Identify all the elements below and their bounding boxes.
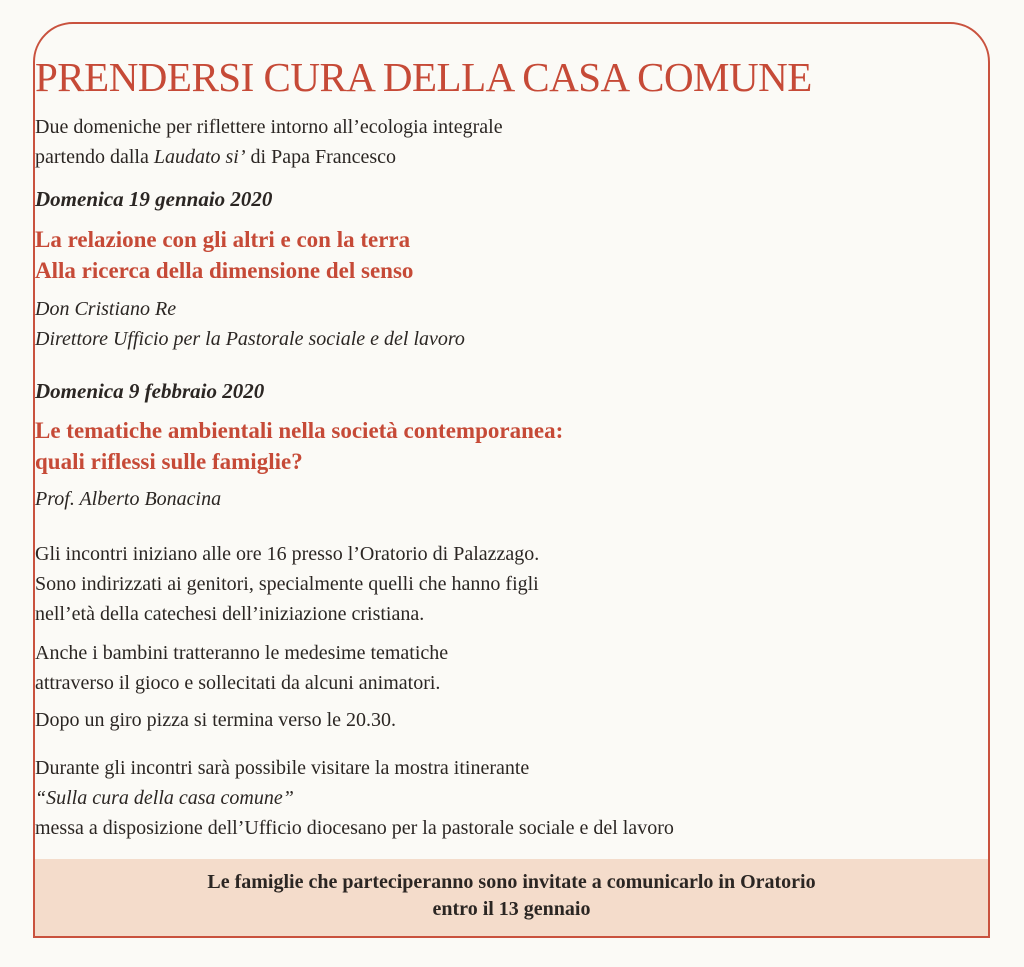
flyer-subtitle bbox=[35, 112, 988, 172]
event1-speaker: Don Cristiano Re bbox=[35, 298, 177, 320]
flyer-frame bbox=[33, 22, 990, 938]
event2-date: Domenica 9 febbraio 2020 bbox=[35, 379, 265, 403]
event1-speaker-block bbox=[35, 294, 988, 354]
subtitle-line-2 bbox=[35, 142, 988, 172]
event1-date: Domenica 19 gennaio 2020 bbox=[35, 187, 273, 211]
footer-banner bbox=[35, 859, 988, 936]
event2-title bbox=[35, 415, 988, 477]
flyer-title: PRENDERSI CURA DELLA CASA COMUNE bbox=[35, 54, 812, 100]
info-p1-line-3: nell’età della catechesi dell’iniziazione cristiana. bbox=[35, 603, 425, 625]
event2-speaker: Prof. Alberto Bonacina bbox=[35, 488, 222, 510]
info-paragraph-4 bbox=[35, 753, 988, 843]
event1-title bbox=[35, 224, 988, 286]
info-p2-line-1: Anche i bambini tratteranno le medesime tematiche bbox=[35, 642, 449, 664]
exhibition-title: “Sulla cura della casa comune” bbox=[35, 787, 294, 809]
info-paragraph-1 bbox=[35, 539, 988, 629]
info-p3-line-1: Dopo un giro pizza si termina verso le 20.30. bbox=[35, 709, 397, 731]
event1-title-line-2: Alla ricerca della dimensione del senso bbox=[35, 258, 414, 283]
event2-title-line-1: Le tematiche ambientali nella società contemporanea: bbox=[35, 418, 564, 443]
event1-role: Direttore Ufficio per la Pastorale sociale e del lavoro bbox=[35, 328, 465, 350]
footer-line-1: Le famiglie che parteciperanno sono invitate a comunicarlo in Oratorio bbox=[207, 871, 816, 893]
info-p2-line-2: attraverso il gioco e sollecitati da alcuni animatori. bbox=[35, 672, 441, 694]
info-p1-line-2: Sono indirizzati ai genitori, specialmente quelli che hanno figli bbox=[35, 573, 539, 595]
info-paragraph-3 bbox=[35, 705, 988, 735]
footer-line-2: entro il 13 gennaio bbox=[432, 898, 591, 920]
info-paragraph-2 bbox=[35, 638, 988, 698]
info-p4-line-1: Durante gli incontri sarà possibile visitare la mostra itinerante bbox=[35, 757, 530, 779]
event1-title-line-1: La relazione con gli altri e con la terra bbox=[35, 227, 411, 252]
laudato-si-title: Laudato si’ bbox=[153, 146, 246, 168]
subtitle-prefix: partendo dalla bbox=[35, 146, 154, 168]
info-p1-line-1: Gli incontri iniziano alle ore 16 presso l’Oratorio di Palazzago. bbox=[35, 543, 540, 565]
subtitle-line-1: Due domeniche per riflettere intorno all’ecologia integrale bbox=[35, 116, 503, 138]
subtitle-suffix: di Papa Francesco bbox=[245, 146, 397, 168]
info-p4-line-3: messa a disposizione dell’Ufficio diocesano per la pastorale sociale e del lavoro bbox=[35, 817, 674, 839]
event2-title-line-2: quali riflessi sulle famiglie? bbox=[35, 449, 303, 474]
